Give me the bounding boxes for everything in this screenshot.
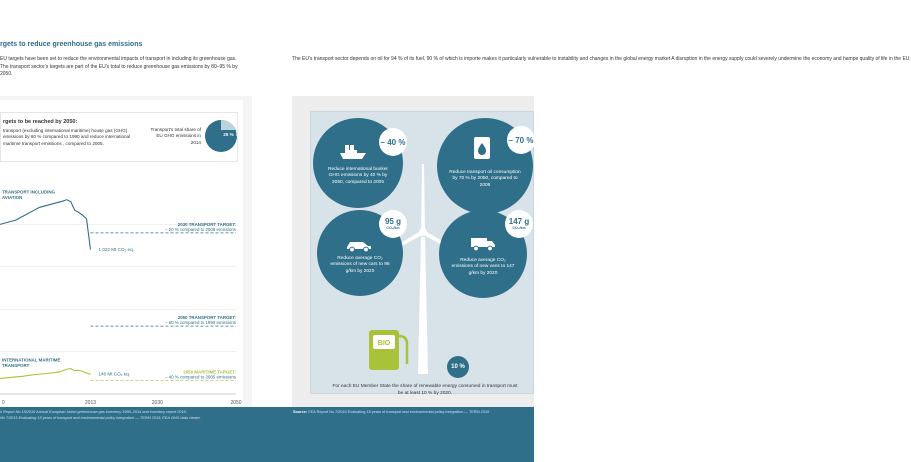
footer-sources-right: [293, 409, 534, 415]
x-tick-label: 2030: [151, 400, 163, 406]
van-emissions-bubble: [439, 210, 530, 298]
car-icon: [345, 238, 373, 252]
share-value: 25 %: [223, 131, 234, 137]
targets-infographic: [310, 111, 534, 394]
intro-right-text: The EU's transport sector depends on oil for 94 % of its fuel, 90 % of which is importe makes it particularly vulnerable to instability and changes in the global energy market A disruption in the energy supply could severely undermine the economy and hampe quality of life in the EU.: [292, 56, 911, 62]
targets-heading: rgets to be reached by 2050:: [3, 119, 78, 125]
bubble-unit: CO₂/km: [386, 226, 400, 230]
bubble-description: Reduce transport oil consumption by 70 % by 2050, compared to 2008: [449, 170, 521, 188]
target-annotation: – 40 % compared to 2005 emissions: [164, 374, 236, 380]
target-annotation: 2050 MARITIME TARGET:: [183, 369, 236, 375]
series-label: TRANSPORT: [2, 363, 30, 369]
bubble-value-wrapper: [379, 210, 407, 238]
series-label: AVIATION: [2, 195, 23, 201]
series-line: [0, 369, 90, 379]
ship-icon: [339, 144, 367, 160]
bio-label: BIO: [377, 340, 391, 347]
target-annotation: 2050 TRANSPORT TARGET:: [177, 315, 236, 321]
footer-source-label: Source:: [293, 410, 308, 414]
footer-source-text: EEA Report No 7/2015 Evaluating 15 years of transport and environmental policy integration — TERM 2015: [307, 410, 490, 414]
footer-sources-left: [0, 409, 280, 421]
bubble-description: Reduce average CO₂ emissions of new cars to 95 g/km by 2020: [330, 256, 390, 274]
renewable-value: 10 %: [451, 364, 465, 370]
turbine-blade: [421, 164, 425, 232]
bubble-value: 147 g: [508, 217, 530, 226]
bubble-description: Reduce average CO₂ emissions of new vans to 147 g/km by 2020: [451, 258, 515, 276]
x-tick-label: 2013: [84, 400, 97, 406]
targets-text: transport (excluding international maritime) house gas (GHG) emissions by 60 % compared to 1990 and reduce international maritime transport emissions , compared to 2005.: [3, 128, 131, 146]
target-annotation: – 60 % compared to 1990 emissions: [164, 320, 236, 326]
bubble-value: – 70 %: [507, 126, 535, 154]
series-label: INTERNATIONAL MARITIME: [2, 357, 61, 363]
renewable-description: For each EU Member State the share of renewable energy consumed in transport must be at least 10 % by 2020.: [332, 384, 518, 396]
target-annotation: 2030 TRANSPORT TARGET:: [177, 221, 236, 227]
emissions-chart-svg: [0, 172, 243, 408]
x-tick-label: 2050: [230, 400, 242, 406]
turbine-tower: [418, 237, 428, 374]
oil-barrel-icon: [473, 136, 491, 160]
oil-consumption-bubble: [437, 118, 533, 214]
share-label: Transport's total share of EU GHG emissions in 2014: [150, 127, 201, 145]
series-label: TRANSPORT INCLUDING: [2, 189, 55, 195]
bubble-value: 95 g: [384, 217, 401, 226]
turbine-hub: [419, 228, 427, 236]
page-title: rgets to reduce greenhouse gas emissions: [0, 41, 143, 48]
targets-card: [0, 112, 238, 162]
renewable-share-badge: [447, 356, 469, 378]
x-tick-label: 0: [2, 400, 5, 406]
share-pie-chart: [204, 119, 238, 153]
footer-source-line: No 7/2015 Evaluating 15 years of transport and environmental policy integration — TERM 2015; EEA GHG data viewer.: [0, 416, 201, 420]
emissions-chart: [0, 172, 243, 408]
bubble-description: Reduce international bunker GHG emissions by 40 % by 2050, compared to 2005: [327, 167, 388, 185]
footer-source-line: h Report No 15/2016 Annual European Union greenhouse gas inventory 1990–2014 and inventory report 2016;: [0, 410, 187, 414]
bubble-value-wrapper: [505, 210, 533, 238]
data-label: 140 Mt CO₂ eq.: [98, 371, 131, 377]
intro-left-text: EU targets have been set to reduce the environmental impacts of transport in including its greenhouse gas. The transport sector's targets are part of the EU's total to reduce greenhouse gas emissions by 80–95 % by 2050.: [0, 56, 238, 77]
bubble-value: – 40 %: [379, 128, 407, 156]
car-emissions-bubble: [317, 210, 403, 296]
bubble-unit: CO₂/km: [512, 226, 526, 230]
data-label: 1 022 Mt CO₂ eq.: [98, 247, 134, 253]
bunker-emissions-bubble: [313, 118, 406, 208]
target-annotation: – 20 % compared to 2008 emissions: [164, 226, 236, 232]
van-icon: [469, 236, 497, 252]
